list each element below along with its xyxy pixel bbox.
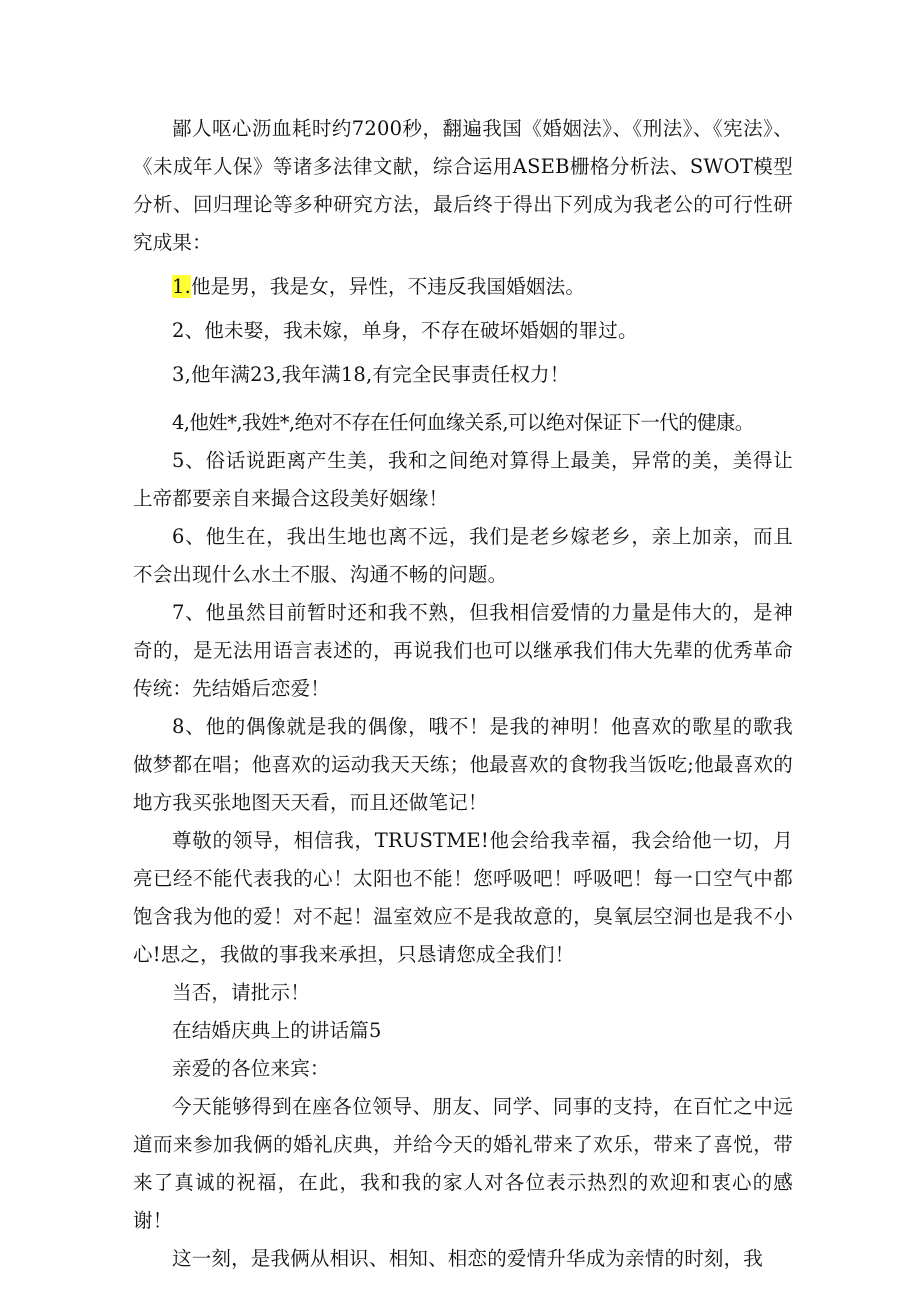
paragraph-intro: 鄙人呕心沥血耗时约7200秒，翻遍我国《婚姻法》、《刑法》、《宪法》、《未成年人保》等诸多法律文献，综合运用ASEB栅格分析法、SWOT模型分析、回归理论等多种研究方法，最后终于得出下列成为我老公的可行性研究成果： <box>133 117 793 254</box>
list-item-5: 5、俗话说距离产生美，我和之间绝对算得上最美，异常的美，美得让上帝都要亲自来撮合这段美好姻缘！ <box>133 449 793 510</box>
list-item-8: 8、他的偶像就是我的偶像，哦不！是我的神明！他喜欢的歌星的歌我做梦都在唱；他喜欢的运动我天天练；他最喜欢的食物我当饭吃;他最喜欢的地方我买张地图天天看，而且还做笔记！ <box>133 715 793 814</box>
paragraph-approve: 当否，请批示！ <box>172 981 310 1004</box>
list-item-1 <box>133 268 793 306</box>
highlight-mark: 1. <box>172 275 192 298</box>
salutation: 亲爱的各位来宾： <box>172 1057 330 1080</box>
list-item-7: 7、他虽然目前暂时还和我不熟，但我相信爱情的力量是伟大的，是神奇的，是无法用语言表述的，再说我们也可以继承我们伟大先辈的优秀革命传统：先结婚后恋爱！ <box>133 601 793 700</box>
list-item-1-text: 他是男，我是女，异性，不违反我国婚姻法。 <box>191 275 586 298</box>
paragraph-appeal: 尊敬的领导，相信我，TRUSTME!他会给我幸福，我会给他一切，月亮已经不能代表我的心！太阳也不能！您呼吸吧！呼吸吧！每一口空气中都饱含我为他的爱！对不起！温室效应不是我故意的，臭氧层空洞也是我不小心!思之，我做的事我来承担，只恳请您成全我们！ <box>133 829 793 966</box>
list-item-3: 3,他年满23,我年满18,有完全民事责任权力！ <box>172 363 570 386</box>
list-item-2: 2、他未娶，我未嫁，单身，不存在破坏婚姻的罪过。 <box>172 319 638 342</box>
paragraph-thanks: 今天能够得到在座各位领导、朋友、同学、同事的支持，在百忙之中远道而来参加我俩的婚礼庆典，并给今天的婚礼带来了欢乐，带来了喜悦，带来了真诚的祝福，在此，我和我的家人对各位表示热烈的欢迎和衷心的感谢！ <box>133 1095 793 1232</box>
list-item-6: 6、他生在，我出生地也离不远，我们是老乡嫁老乡，亲上加亲，而且不会出现什么水土不服、沟通不畅的问题。 <box>133 525 793 586</box>
section-title: 在结婚庆典上的讲话篇5 <box>172 1019 382 1042</box>
paragraph-moment: 这一刻，是我俩从相识、相知、相恋的爱情升华成为亲情的时刻，我 <box>172 1247 764 1270</box>
document-body <box>133 110 793 1278</box>
list-item-4: 4,他姓*,我姓*,绝对不存在任何血缘关系,可以绝对保证下一代的健康。 <box>172 411 754 434</box>
